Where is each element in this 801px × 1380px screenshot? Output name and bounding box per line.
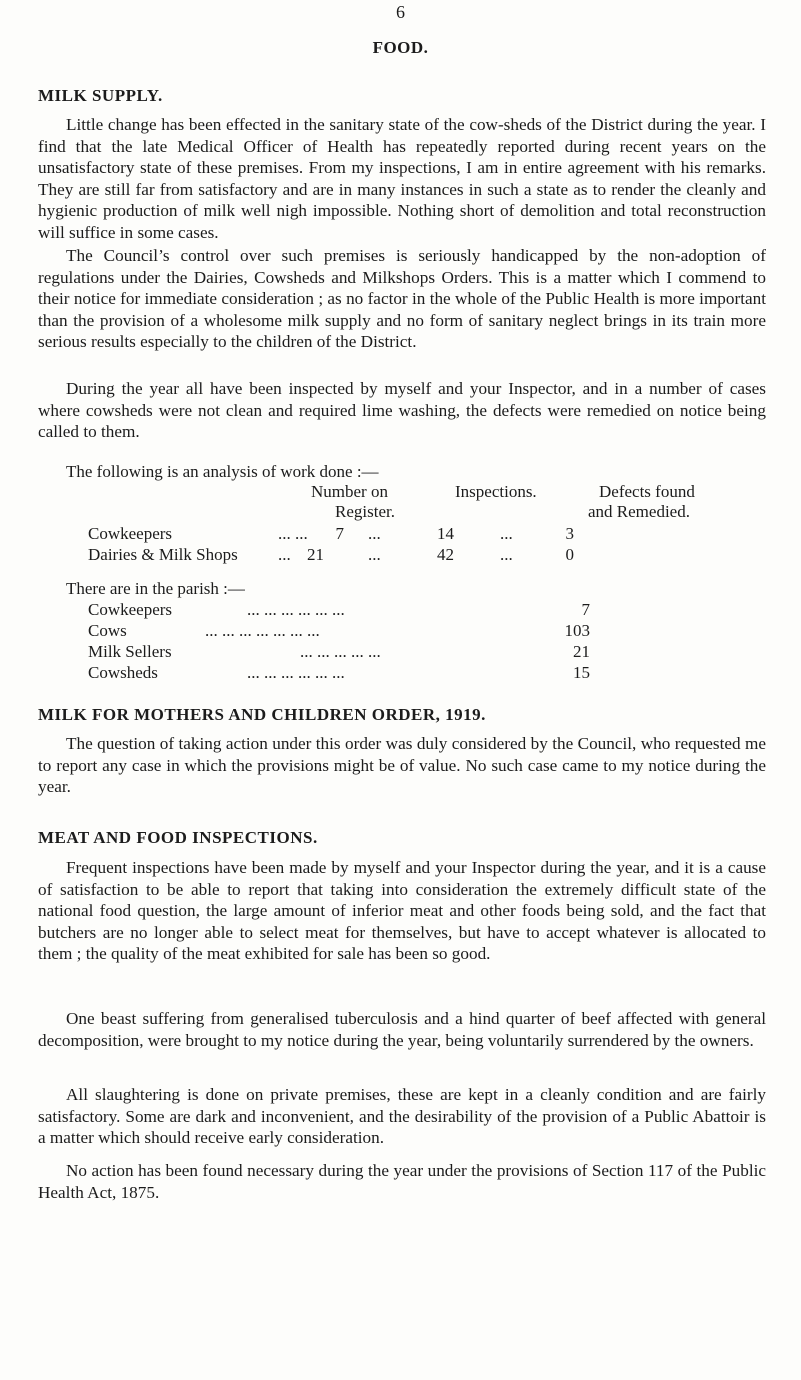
row-leader: ... (500, 524, 513, 543)
col-defects-2: and Remedied. (588, 502, 690, 521)
register-value: 7 (335, 524, 344, 543)
row-leader: ... ... ... ... ... ... ... (205, 621, 320, 640)
paragraph-tuberculosis: One beast suffering from generalised tuberculosis and a hind quarter of beef affected with general decomposition, were brought to my notice during the year, being voluntarily surrendered by the owners. (38, 1009, 766, 1050)
col-register-1: Number on (311, 482, 388, 501)
page-number: 6 (396, 2, 405, 22)
row-label: Cowkeepers (88, 524, 173, 543)
row-label: Milk Sellers (88, 642, 172, 661)
col-register-2: Register. (335, 502, 395, 521)
row-label: Dairies & Milk Shops (88, 545, 238, 564)
row-label: Cowkeepers (88, 600, 173, 619)
register-value: 21 (307, 545, 324, 564)
row-leader: ... ... ... ... ... ... (247, 600, 345, 619)
row-leader: ... (500, 545, 513, 564)
col-inspections: Inspections. (455, 482, 537, 501)
row-leader: ... (278, 545, 291, 564)
row-label: Cowsheds (88, 663, 158, 682)
inspections-value: 14 (437, 524, 454, 543)
paragraph-frequent-inspections: Frequent inspections have been made by myself and your Inspector during the year, and it is a cause of satisfaction to be able to report that taking into consideration the extremely difficult state of the national food question, the large amount of inferior meat and other foods being sold, and the fact that butchers are no longer able to select meat for themselves, but have to accept whatever is allocated to them ; the quality of the meat exhibited for sale has been so good. (38, 858, 766, 964)
parish-value: 7 (581, 600, 590, 619)
paragraph-slaughtering: All slaughtering is done on private premises, these are kept in a cleanly condition and are fairly satisfactory. Some are dark and inconvenient, and the desirability of the provision of a Public Abattoir is a matter which should receive early consideration. (38, 1085, 766, 1148)
paragraph-cowsheds-state: Little change has been effected in the sanitary state of the cow-sheds of the District during the year. I find that the late Medical Officer of Health has repeatedly reported during recent years on the unsatisfactory state of these premises. From my inspections, I am in entire agreement with his remarks. They are still far from satisfactory and are in many instances in such a state as to render the cleanly and hygienic production of milk well nigh impossible. Nothing short of demolition and total reconstruction will suffice in some cases. (38, 115, 766, 242)
analysis-intro: The following is an analysis of work done :— (66, 462, 379, 481)
paragraph-public-health-act: No action has been found necessary during the year under the provisions of Section 117 of the Public Health Act, 1875. (38, 1161, 766, 1202)
heading-milk-supply: MILK SUPPLY. (38, 86, 163, 105)
defects-value: 3 (565, 524, 574, 543)
defects-value: 0 (565, 545, 574, 564)
row-leader: ... (368, 545, 381, 564)
parish-value: 15 (573, 663, 590, 682)
heading-milk-mothers: MILK FOR MOTHERS AND CHILDREN ORDER, 1919. (38, 705, 486, 724)
inspections-value: 42 (437, 545, 454, 564)
row-leader: ... ... ... ... ... (300, 642, 381, 661)
parish-value: 103 (564, 621, 590, 640)
col-defects-1: Defects found (599, 482, 695, 501)
heading-meat-food: MEAT AND FOOD INSPECTIONS. (38, 828, 318, 847)
parish-intro: There are in the parish :— (66, 579, 245, 598)
row-leader: ... ... (278, 524, 308, 543)
paragraph-order-1919: The question of taking action under this order was duly considered by the Council, who requested me to report any case in which the provisions might be of value. No such case came to my notice during the year. (38, 734, 766, 797)
paragraph-council-control: The Council’s control over such premises is seriously handicapped by the non-adoption of regulations under the Dairies, Cowsheds and Milkshops Orders. This is a matter which I commend to their notice for immediate consideration ; as no factor in the whole of the Public Health is more important than the provision of a wholesome milk supply and no form of sanitary neglect brings in its train more serious results especially to the children of the District. (38, 246, 766, 352)
paragraph-inspections: During the year all have been inspected by myself and your Inspector, and in a number of cases where cowsheds were not clean and required lime washing, the defects were remedied on notice being called to them. (38, 379, 766, 442)
row-leader: ... ... ... ... ... ... (247, 663, 345, 682)
row-leader: ... (368, 524, 381, 543)
heading-food: FOOD. (372, 38, 429, 57)
parish-value: 21 (573, 642, 590, 661)
row-label: Cows (88, 621, 127, 640)
